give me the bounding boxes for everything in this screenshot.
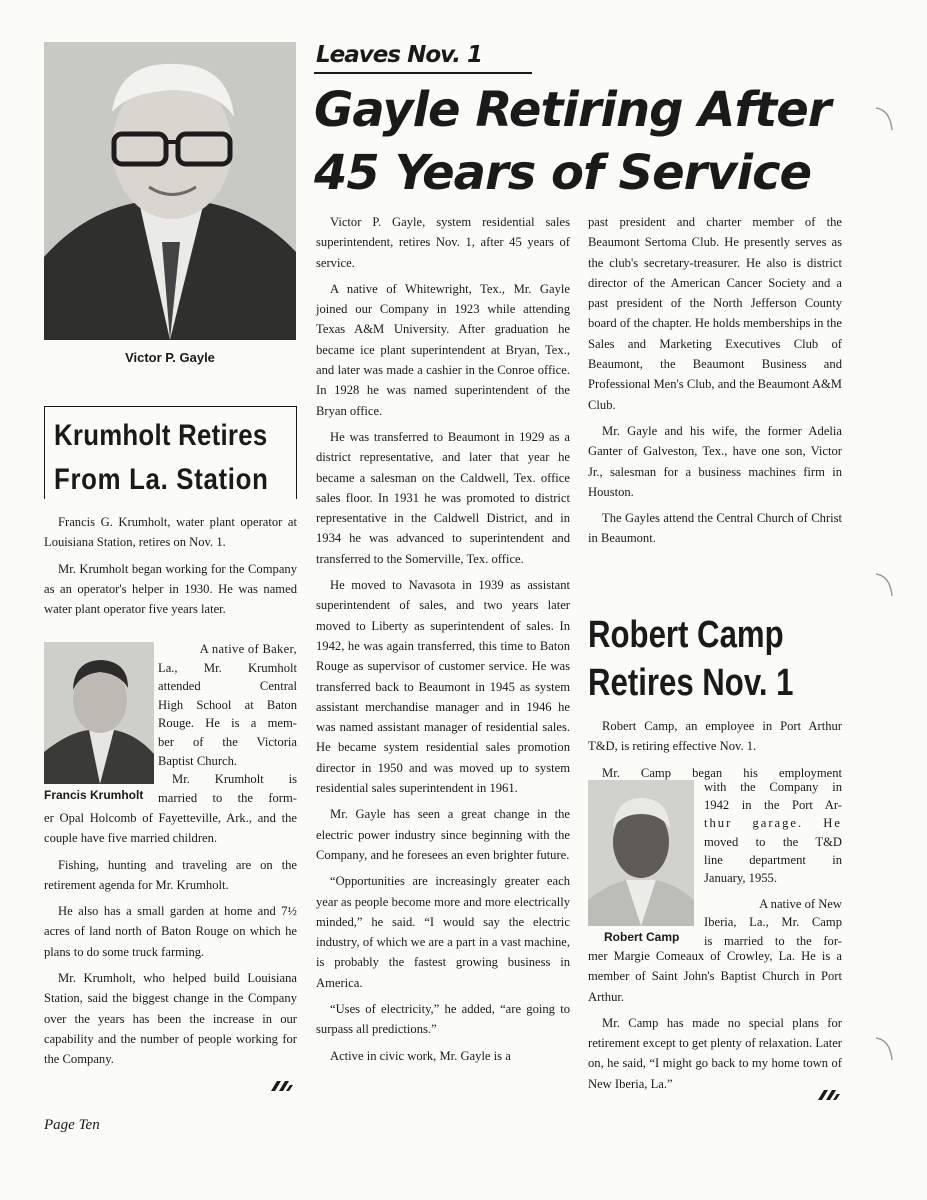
krumholt-photo-caption: Francis Krumholt xyxy=(44,788,144,802)
camp-wrap-line: moved to the T&D xyxy=(704,834,842,849)
krumholt-paragraph: He also has a small garden at home and 7½ acres of land north of Baton Rouge on which he plans to do some truck farming. xyxy=(44,904,297,959)
gayle-paragraph: past president and charter member of the Beaumont Sertoma Club. He presently serves as the club's secretary-treasurer. He also is district director of the American Cancer Society and a past president of the North Jefferson County board of the chapter. He holds memberships in the Sales and Marketing Executives Club of Beaumont, the Beaumont Business and Professional Men's Club, and the Beaumont A&M Club. xyxy=(588,215,842,412)
binder-hole-mark-icon xyxy=(874,570,894,600)
camp-paragraph: mer Margie Comeaux of Crowley, La. He is a member of Saint John's Baptist Church in Port Arthur. xyxy=(588,949,842,1004)
krumholt-headline-line-2: From La. Station xyxy=(54,463,269,496)
camp-headline-line-2: Retires Nov. 1 xyxy=(588,662,794,704)
krumholt-headline-line-1: Krumholt Retires xyxy=(54,419,268,452)
headline-line-2: 45 Years of Service xyxy=(314,145,812,201)
camp-paragraph: Robert Camp, an employee in Port Arthur T&D, is retiring effective Nov. 1. xyxy=(588,719,842,754)
krumholt-wrap-line: La., Mr. Krumholt xyxy=(158,660,297,675)
gayle-paragraph: Victor P. Gayle, system residential sales superintendent, retires Nov. 1, after 45 years of service. xyxy=(316,215,570,270)
camp-paragraph: Mr. Camp began his employment xyxy=(602,765,842,780)
gayle-paragraph: Mr. Gayle has seen a great change in the electric power industry since beginning with the Company, and he foresees an even brighter future. xyxy=(316,807,570,862)
krumholt-wrap-line: attended Central xyxy=(158,679,297,694)
krumholt-photo xyxy=(44,642,154,784)
krumholt-wrap-line: Baptist Church. xyxy=(158,753,238,768)
krumholt-wrap-line: married to the form- xyxy=(158,790,297,805)
camp-paragraph: Mr. Camp has made no special plans for retirement except to get plenty of relaxation. Later on, he said, “I might go back to my home town of New Iberia, La.” xyxy=(588,1015,842,1091)
krumholt-wrap-line: High School at Baton xyxy=(158,697,297,712)
gayle-paragraph: He moved to Navasota in 1939 as assistant superintendent of sales, and two years later moved to Liberty as superintendent of sales. In 1942, he was again transferred, this time to Baton Rouge as supervisor of customer service. He was transferred back to Beaumont in 1945 as system assistant merchandise manager and in 1946 he was named assistant manager of residential sales. He became system residential sales promotion director in 1950 and was moved up to system residential sales superintendent in 1961. xyxy=(316,578,570,796)
krumholt-body xyxy=(44,808,297,1076)
camp-wrap-text xyxy=(704,778,842,950)
krumholt-paragraph: Mr. Krumholt, who helped build Louisiana Station, said the biggest change in the Company over the years has been the increase in our capability and the number of people working for the Company. xyxy=(44,971,297,1067)
camp-wrap-line: A native of New xyxy=(759,897,842,912)
binder-hole-mark-icon xyxy=(874,104,894,134)
camp-headline-line-1: Robert Camp xyxy=(588,614,784,656)
camp-photo-caption: Robert Camp xyxy=(604,930,680,944)
krumholt-paragraph: Francis G. Krumholt, water plant operator at Louisiana Station, retires on Nov. 1. xyxy=(44,515,297,550)
camp-wrap-line: line department in xyxy=(704,852,842,867)
camp-wrap-line: thur garage. He xyxy=(704,816,842,831)
gayle-paragraph: Mr. Gayle and his wife, the former Adelia Ganter of Galveston, Tex., have one son, Victor Jr., salesman for a business machines firm in Houston. xyxy=(588,423,842,499)
gayle-photo-caption: Victor P. Gayle xyxy=(125,350,215,365)
camp-wrap-line: with the Company in xyxy=(704,780,842,794)
krumholt-wrap-line: A native of Baker, xyxy=(199,642,297,656)
camp-body xyxy=(588,946,842,1100)
krumholt-paragraph: er Opal Holcomb of Fayetteville, Ark., and the couple have five married children. xyxy=(44,811,297,846)
krumholt-paragraph: Mr. Krumholt began working for the Company as an operator's helper in 1930. He was named water plant operator five years later. xyxy=(44,561,297,617)
company-logo-mark-icon xyxy=(818,1088,840,1102)
gayle-column-2 xyxy=(588,212,842,555)
gayle-paragraph: A native of Whitewright, Tex., Mr. Gayle joined our Company in 1923 while attending Texas A&M University. After graduation he became ice plant superintendent at Bryan, Tex., and later was made a cashier in the Conroe office. In 1928 he was named superintendent of the Bryan office. xyxy=(316,281,570,418)
camp-wrap-line: Iberia, La., Mr. Camp xyxy=(704,915,842,930)
krumholt-wrap-line: Mr. Krumholt is xyxy=(172,772,297,787)
kicker-underline xyxy=(314,72,532,74)
gayle-column-1 xyxy=(316,212,570,1072)
headline-line-1: Gayle Retiring After xyxy=(314,82,831,138)
krumholt-wrap-text xyxy=(158,640,297,807)
camp-wrap-line: 1942 in the Port Ar- xyxy=(704,798,842,813)
gayle-paragraph: “Uses of electricity,” he added, “are going to surpass all predictions.” xyxy=(316,1001,570,1037)
gayle-paragraph: Active in civic work, Mr. Gayle is a xyxy=(330,1048,511,1063)
camp-intro xyxy=(588,716,842,783)
camp-wrap-line: is married to the for- xyxy=(704,933,842,948)
gayle-paragraph: The Gayles attend the Central Church of Christ in Beaumont. xyxy=(588,511,842,546)
krumholt-intro xyxy=(44,512,297,619)
krumholt-paragraph: Fishing, hunting and traveling are on the retirement agenda for Mr. Krumholt. xyxy=(44,857,297,892)
page-number-label: Page Ten xyxy=(44,1117,100,1133)
camp-wrap-line: January, 1955. xyxy=(704,871,777,886)
binder-hole-mark-icon xyxy=(874,1034,894,1064)
gayle-paragraph: “Opportunities are increasingly greater each year as people become more and more electrically minded,” he said. “I would say the electric industry, of which we are a part in a vast machine, is probably the fastest growing business in America. xyxy=(316,874,570,990)
krumholt-wrap-line: Rouge. He is a mem- xyxy=(158,716,297,731)
gayle-paragraph: He was transferred to Beaumont in 1929 as a district representative, and later that year he became a salesman on the Caldwell, Tex. office sales floor. In 1931 he was promoted to district representative in the Caldwell District, and in 1934 he was advanced to superintendent and transferred to the Somerville, Tex. office. xyxy=(316,429,570,566)
krumholt-wrap-line: ber of the Victoria xyxy=(158,734,297,749)
camp-photo xyxy=(588,780,694,926)
kicker: Leaves Nov. 1 xyxy=(316,42,482,68)
company-logo-mark-icon xyxy=(271,1079,293,1093)
gayle-photo xyxy=(44,42,296,340)
